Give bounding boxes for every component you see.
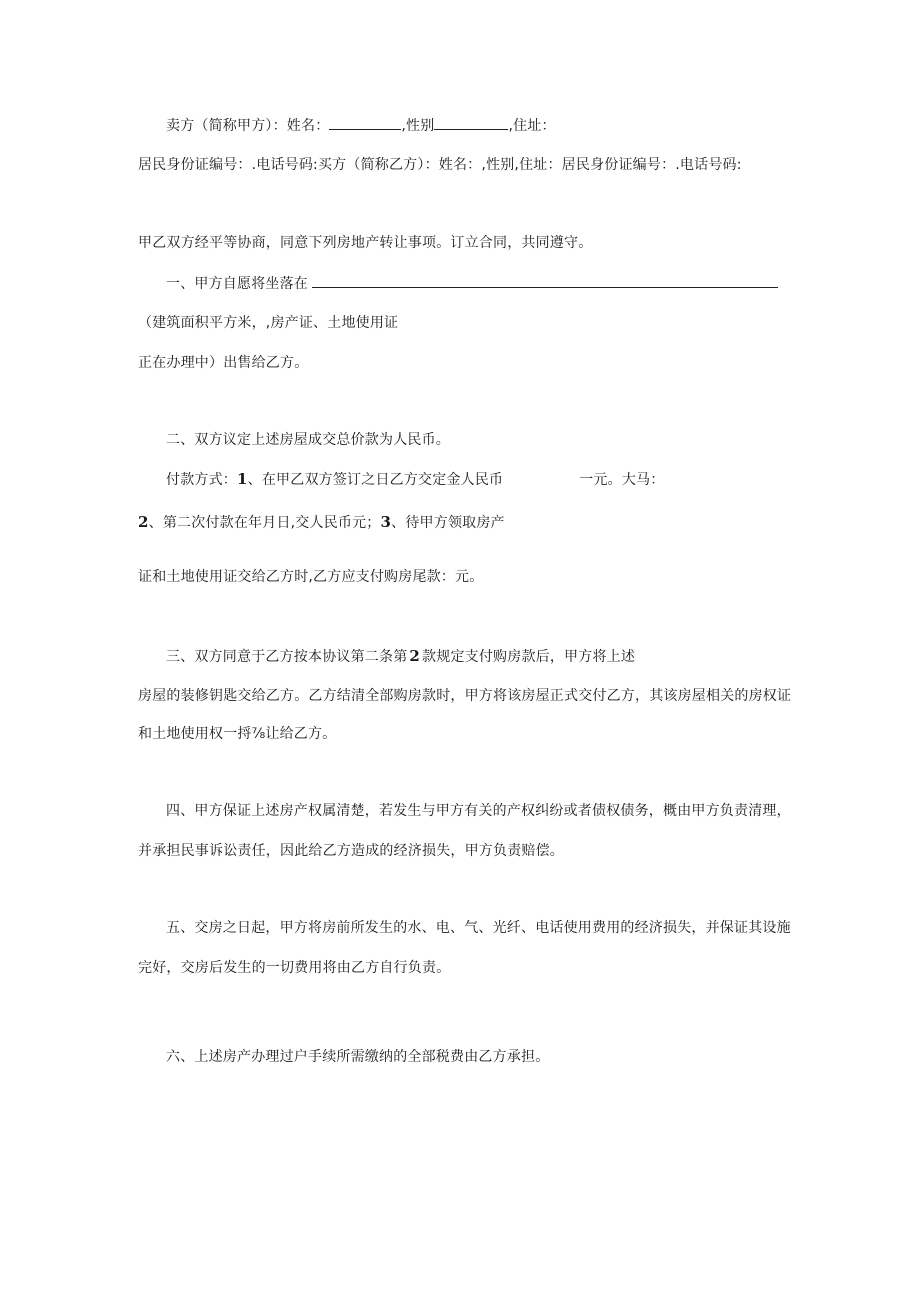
clause5-line1: 五、交房之日起，甲方将房前所发生的水、电、气、光纤、电话使用费用的经济损失，并保证其设施	[166, 920, 791, 936]
clause3-lead-a: 三、双方同意于乙方按本协议第二条第	[166, 649, 408, 665]
payment-text-3: 、待甲方领取房产	[391, 515, 505, 531]
payment-text-1: 、在甲乙双方签订之日乙方交定金人民币	[247, 472, 504, 488]
seller-name-blank[interactable]	[329, 115, 401, 130]
id-phone-line: 居民身份证编号：.电话号码:买方（简称乙方）：姓名：,性别,住址：居民身份证编号：.电话号码:	[138, 157, 742, 173]
clause3-line3: 和土地使用权一捋⅞让给乙方。	[138, 726, 337, 742]
clause1-line2: （建筑面积平方米，,房产证、土地使用证	[138, 315, 399, 331]
payment-text-2: 、第二次付款在年月日,交人民币元；	[148, 515, 381, 531]
intro-paragraph: 甲乙双方经平等协商，同意下列房地产转让事项。订立合同，共同遵守。	[138, 235, 593, 251]
clause3-line1	[166, 646, 635, 667]
clause4-line2: 并承担民事诉讼责任，因此给乙方造成的经济损失，甲方负责赔偿。	[138, 843, 564, 859]
payment-num-1: 1	[237, 470, 248, 488]
seller-address-label: ,住址：	[508, 118, 556, 134]
clause1-line3: 正在办理中）出售给乙方。	[138, 355, 309, 371]
payment-num-3: 3	[380, 513, 392, 531]
clause1-lead: 一、甲方自愿将坐落在	[166, 276, 308, 292]
payment-num-2: 2	[138, 513, 149, 531]
clause3-num: 2	[409, 647, 421, 665]
clause2-payment-line4: 证和土地使用证交给乙方时,乙方应支付购房尾款：元。	[138, 569, 484, 585]
payment-text-1b: 一元。大马：	[579, 472, 665, 488]
clause4-line1: 四、甲方保证上述房产权属清楚，若发生与甲方有关的产权纠纷或者债权债务，概由甲方负责清理，	[166, 803, 791, 819]
clause2-payment-line2	[138, 512, 505, 533]
clause3-line2: 房屋的装修钥匙交给乙方。乙方结清全部购房款时，甲方将该房屋正式交付乙方，其该房屋相关的房权证	[138, 688, 792, 704]
clause1-line1	[166, 273, 778, 294]
seller-gender-label: ,性别	[401, 118, 435, 134]
clause5-line2: 完好，交房后发生的一切费用将由乙方自行负责。	[138, 960, 451, 976]
payment-prefix: 付款方式：	[166, 472, 237, 488]
seller-line	[166, 115, 556, 136]
seller-gender-blank[interactable]	[434, 115, 508, 130]
clause2-lead: 二、双方议定上述房屋成交总价款为人民币。	[166, 432, 450, 448]
clause6-line1: 六、上述房产办理过户手续所需缴纳的全部税费由乙方承担。	[166, 1049, 550, 1065]
clause1-location-blank[interactable]	[312, 273, 778, 288]
clause3-lead-b: 款规定支付购房款后，甲方将上述	[422, 649, 636, 665]
clause2-payment-line1	[166, 469, 664, 490]
seller-label: 卖方（简称甲方）：姓名：	[166, 118, 330, 134]
